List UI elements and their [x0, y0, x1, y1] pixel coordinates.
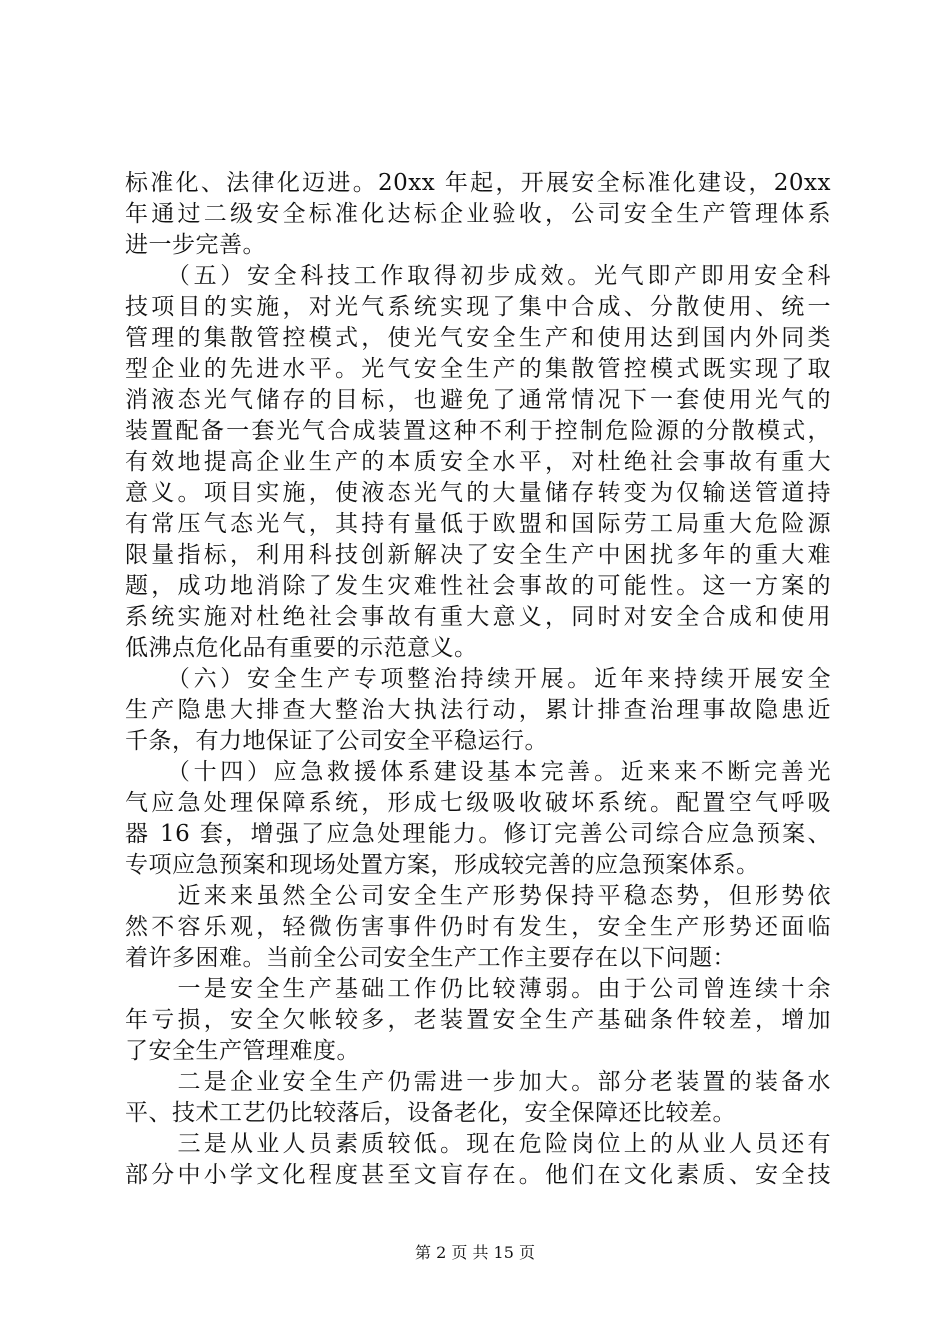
document-body [125, 168, 831, 1191]
text-line: 题，成功地消除了发生灾难性社会事故的可能性。这一方案的 [125, 573, 831, 599]
text-line: 标准化、法律化迈进。20xx 年起，开展安全标准化建设，20xx [125, 170, 831, 196]
text-line: 一是安全生产基础工作仍比较薄弱。由于公司曾连续十余 [125, 976, 831, 1002]
text-line: 生产隐患大排查大整治大执法行动，累计排查治理事故隐患近 [125, 697, 831, 723]
text-line: 了安全生产管理难度。 [125, 1038, 360, 1064]
text-line: 着许多困难。当前全公司安全生产工作主要存在以下问题： [125, 945, 736, 971]
text-line: 有效地提高企业生产的本质安全水平，对杜绝社会事故有重大 [125, 449, 831, 475]
text-line: （六）安全生产专项整治持续开展。近年来持续开展安全 [125, 666, 831, 692]
text-line: 部分中小学文化程度甚至文盲存在。他们在文化素质、安全技 [125, 1162, 831, 1188]
text-line: 装置配备一套光气合成装置这种不利于控制危险源的分散模式， [125, 418, 831, 444]
text-line: （十四）应急救援体系建设基本完善。近来来不断完善光 [125, 759, 831, 785]
text-line: 二是企业安全生产仍需进一步加大。部分老装置的装备水 [125, 1069, 831, 1095]
text-line: 型企业的先进水平。光气安全生产的集散管控模式既实现了取 [125, 356, 831, 382]
text-line: 气应急处理保障系统，形成七级吸收破坏系统。配置空气呼吸 [125, 790, 831, 816]
text-line: 年通过二级安全标准化达标企业验收，公司安全生产管理体系 [125, 201, 831, 227]
text-line: 近来来虽然全公司安全生产形势保持平稳态势，但形势依 [125, 883, 831, 909]
text-line: 进一步完善。 [125, 232, 266, 258]
text-line: 专项应急预案和现场处置方案，形成较完善的应急预案体系。 [125, 852, 760, 878]
text-line: 系统实施对杜绝社会事故有重大意义，同时对安全合成和使用 [125, 604, 831, 630]
text-line: （五）安全科技工作取得初步成效。光气即产即用安全科 [125, 263, 831, 289]
text-line: 然不容乐观，轻微伤害事件仍时有发生，安全生产形势还面临 [125, 914, 831, 940]
text-line: 平、技术工艺仍比较落后，设备老化，安全保障还比较差。 [125, 1100, 736, 1126]
text-line: 消液态光气储存的目标，也避免了通常情况下一套使用光气的 [125, 387, 831, 413]
text-line: 器 16 套，增强了应急处理能力。修订完善公司综合应急预案、 [125, 821, 831, 847]
text-line: 限量指标，利用科技创新解决了安全生产中困扰多年的重大难 [125, 542, 831, 568]
text-line: 三是从业人员素质较低。现在危险岗位上的从业人员还有 [125, 1131, 831, 1157]
text-line: 低沸点危化品有重要的示范意义。 [125, 635, 478, 661]
page-footer: 第 2 页 共 15 页 [415, 1243, 535, 1262]
text-line: 有常压气态光气，其持有量低于欧盟和国际劳工局重大危险源 [125, 511, 831, 537]
text-line: 年亏损，安全欠帐较多，老装置安全生产基础条件较差，增加 [125, 1007, 831, 1033]
text-line: 技项目的实施，对光气系统实现了集中合成、分散使用、统一 [125, 294, 831, 320]
text-line: 管理的集散管控模式，使光气安全生产和使用达到国内外同类 [125, 325, 831, 351]
text-line: 千条，有力地保证了公司安全平稳运行。 [125, 728, 548, 754]
text-line: 意义。项目实施，使液态光气的大量储存转变为仅输送管道持 [125, 480, 831, 506]
